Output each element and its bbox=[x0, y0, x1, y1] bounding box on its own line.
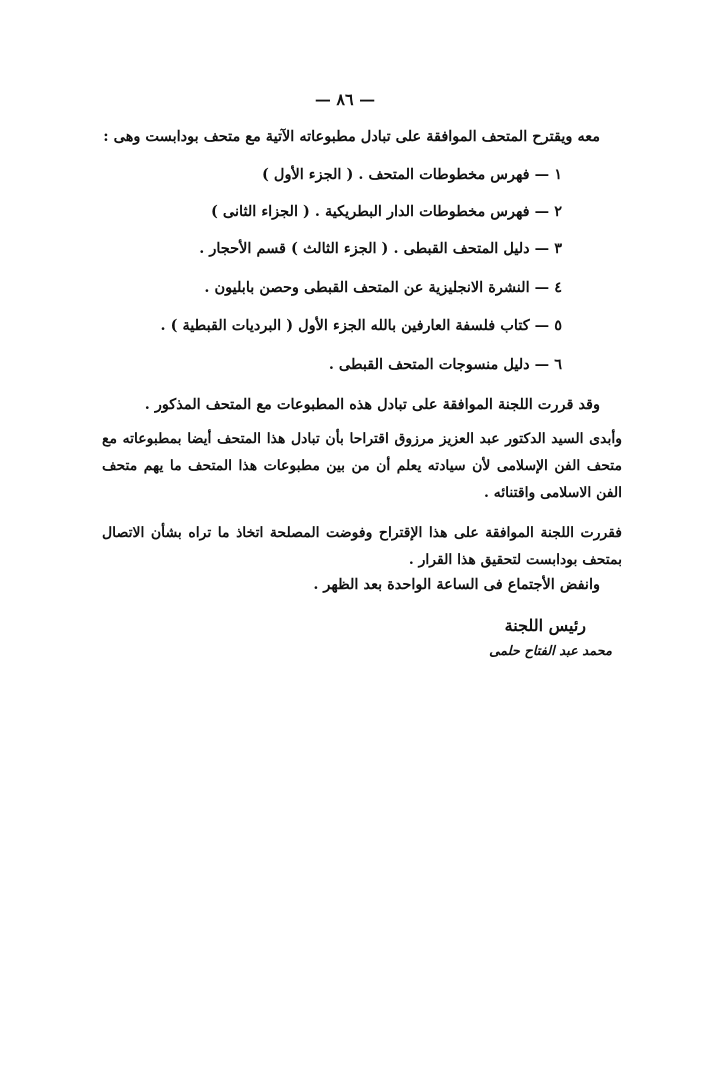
closing-line: وانفض الأجتماع فى الساعة الواحدة بعد الظهر . bbox=[313, 576, 600, 593]
signature-name: محمد عبد الفتاح حلمى bbox=[489, 644, 612, 659]
paragraph-resolution: فقررت اللجنة الموافقة على هذا الإقتراح وفوضت المصلحة اتخاذ ما تراه بشأن الاتصال بمتحف بودابست لتحقيق هذا القرار . bbox=[102, 525, 622, 568]
signature-title: رئيس اللجنة bbox=[504, 616, 586, 635]
intro-line: معه ويقترح المتحف الموافقة على تبادل مطبوعاته الآتية مع متحف بودابست وهى : bbox=[103, 128, 600, 145]
page-number: — ٨٦ — bbox=[314, 90, 376, 109]
list-item-6: ٦ — دليل منسوجات المتحف القبطى . bbox=[328, 356, 562, 373]
list-item-2: ٢ — فهرس مخطوطات الدار البطريكية . ( الجزاء الثانى ) bbox=[211, 203, 562, 220]
decision-line: وقد قررت اللجنة الموافقة على تبادل هذه المطبوعات مع المتحف المذكور . bbox=[144, 396, 600, 413]
list-item-5: ٥ — كتاب فلسفة العارفين بالله الجزء الأول ( البرديات القبطية ) . bbox=[160, 317, 562, 334]
paragraph-proposal: وأبدى السيد الدكتور عبد العزيز مرزوق اقتراحا بأن تبادل هذا المتحف أيضا بمطبوعاته مع متحف الفن الإسلامى لأن سيادته يعلم أن من بين مطبوعات هذا المتحف ما يهم متحف الفن الاسلامى واقتنائه . bbox=[102, 431, 622, 501]
list-item-1: ١ — فهرس مخطوطات المتحف . ( الجزء الأول ) bbox=[262, 166, 562, 183]
list-item-4: ٤ — النشرة الانجليزية عن المتحف القبطى وحصن بابليون . bbox=[204, 279, 562, 296]
list-item-3: ٣ — دليل المتحف القبطى . ( الجزء الثالث ) قسم الأحجار . bbox=[199, 240, 562, 257]
